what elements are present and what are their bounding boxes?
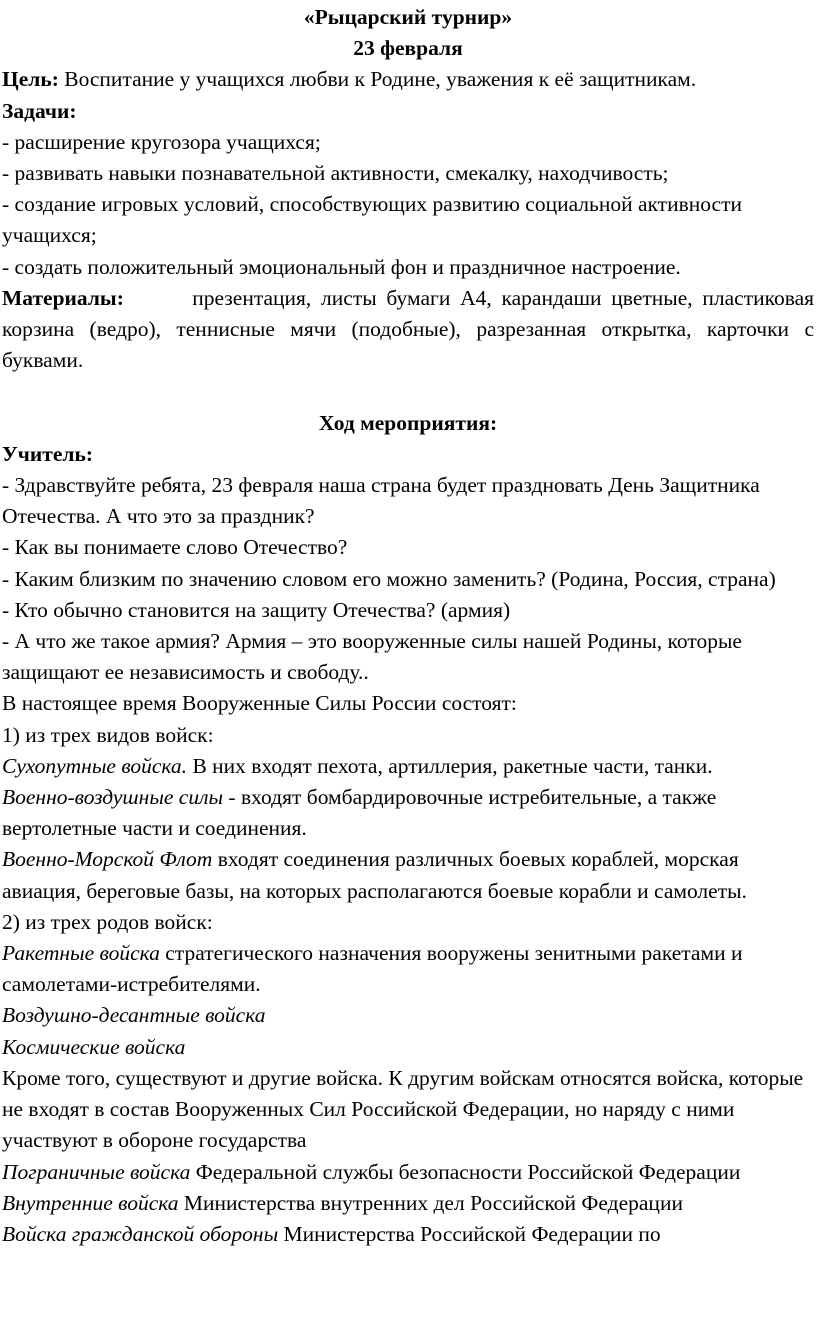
branch-item (2, 1032, 814, 1063)
task-item: - развивать навыки познавательной активности, смекалку, находчивость; (2, 161, 669, 186)
teacher-line: - А что же такое армия? Армия – это вооруженные силы нашей Родины, которые защищают ее независимость и свободу.. (2, 629, 742, 685)
other-troop-name: Войска гражданской обороны (2, 1221, 279, 1246)
task-item: - расширение кругозора учащихся; (2, 129, 321, 154)
goal-paragraph (2, 64, 814, 95)
branch-desc: стратегического назначения вооружены зенитными ракетами и самолетами-истребителями. (2, 941, 743, 997)
troop-type-name: Военно-Морской Флот (2, 847, 213, 872)
tasks-label: Задачи: (2, 98, 77, 123)
branch-name: Воздушно-десантные войска (2, 1003, 266, 1028)
goal-label: Цель: (2, 67, 59, 92)
materials-text: презентация, листы бумаги А4, карандаши цветные, пластиковая корзина (ведро), теннисные мячи (подобные), разрезанная открытка, карточки с буквами. (2, 285, 815, 373)
teacher-line: - Каким близким по значению словом его можно заменить? (Родина, Россия, страна) (2, 566, 776, 591)
other-troop-name: Пограничные войска (2, 1159, 191, 1184)
teacher-line: - Как вы понимаете слово Отечество? (2, 535, 348, 560)
other-troop-desc: Министерства внутренних дел Российской Федерации (178, 1190, 683, 1215)
blank-line (2, 376, 814, 407)
teacher-line: - Здравствуйте ребята, 23 февраля наша страна будет праздновать День Защитника Отечества. А что это за праздник? (2, 473, 760, 529)
teacher-line: В настоящее время Вооруженные Силы России состоят: (2, 691, 517, 716)
other-troop-item (2, 1219, 814, 1250)
other-troop-desc: Федеральной службы безопасности Российской Федерации (190, 1159, 741, 1184)
other-troop-desc: Министерства Российской Федерации по (278, 1221, 661, 1246)
task-item: - создание игровых условий, способствующих развитию социальной активности учащихся; (2, 192, 742, 248)
troop-type-desc: В них входят пехота, артиллерия, ракетные части, танки. (187, 753, 713, 778)
materials-label: Материалы: (2, 285, 124, 310)
document-title: «Рыцарский турнир» (303, 5, 513, 29)
branch-name: Ракетные войска (2, 941, 160, 966)
task-item: - создать положительный эмоциональный фон и праздничное настроение. (2, 254, 681, 279)
teacher-line: - Кто обычно становится на защиту Отечества? (армия) (2, 597, 511, 622)
troop-type-desc: входят соединения различных боевых кораблей, морская авиация, береговые базы, на которых располагаются боевые корабли и самолеты. (2, 847, 747, 903)
troop-type-name: Сухопутные войска. (2, 753, 188, 778)
other-troop-name: Внутренние войска (2, 1190, 179, 1215)
materials-paragraph (2, 283, 814, 377)
troop-type-item (2, 844, 814, 906)
branch-item (2, 938, 814, 1000)
troop-type-item (2, 782, 814, 844)
speaker-label: Учитель: (2, 441, 93, 466)
branch-item (2, 1000, 814, 1031)
other-troop-item (2, 1188, 814, 1219)
troop-type-item (2, 751, 814, 782)
troop-type-desc: - входят бомбардировочные истребительные, а также вертолетные части и соединения. (2, 785, 717, 841)
branch-name: Космические войска (2, 1034, 186, 1059)
document-date: 23 февраля (353, 36, 463, 61)
teacher-line: 1) из трех видов войск: (2, 722, 214, 747)
course-heading: Ход мероприятия: (318, 410, 498, 435)
troop-type-name: Военно-воздушные силы (2, 785, 224, 810)
goal-text: Воспитание у учащихся любви к Родине, уважения к её защитникам. (64, 67, 697, 92)
other-troops-intro: Кроме того, существуют и другие войска. К другим войскам относятся войска, которые не входят в состав Вооруженных Сил Российской Федерации, но наряду с ними участвуют в обороне государства (2, 1065, 804, 1153)
branches-intro: 2) из трех родов войск: (2, 909, 213, 934)
other-troop-item (2, 1157, 814, 1188)
